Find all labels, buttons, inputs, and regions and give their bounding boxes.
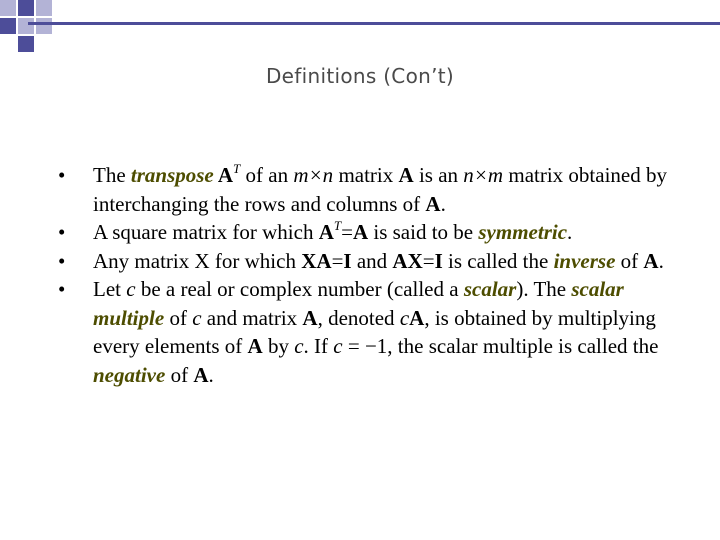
bullet-marker: • (58, 163, 66, 187)
decor-square-3 (36, 0, 52, 16)
term-scalar: scalar (463, 277, 517, 301)
decor-square-4 (0, 18, 16, 34)
bullet-marker: • (58, 220, 66, 244)
decor-square-7 (36, 18, 52, 34)
term-inverse: inverse (553, 248, 616, 273)
term-negative: negative (93, 362, 166, 387)
bullet-list (58, 161, 678, 389)
term-transpose: transpose (130, 163, 214, 187)
decor-square-2 (18, 0, 34, 16)
slide-title: Definitions (Con’t) (265, 64, 454, 88)
bullet-marker: • (58, 248, 66, 273)
decor-square-1 (0, 0, 16, 16)
title-rule (28, 22, 720, 25)
decor-square-6 (18, 36, 34, 52)
bullet-inverse: • Any matrix X for which XA=I and AX=I is called the inverse of A. (58, 247, 678, 276)
decor-square-5 (18, 18, 34, 34)
bullet-scalar: • Let c be a real or complex number (called a scalar). The scalar multiple of c and matrix A, denoted cA, is obtained by multiplying every elements of A by c. If c = −1, the scalar multiple is called the negative of A. (58, 277, 659, 387)
bullet-transpose: • The transpose $A^T$ of an m×n matrix A is an n×m matrix obtained by interchanging the rows and columns of A. (58, 161, 667, 216)
bullet-marker: • (58, 277, 66, 301)
bullet-symmetric: • A square matrix for which $A^T=A$ is said to be symmetric. (58, 218, 678, 247)
term-symmetric: symmetric (478, 220, 568, 244)
term-scalar-multiple: scalar multiple (93, 277, 624, 330)
